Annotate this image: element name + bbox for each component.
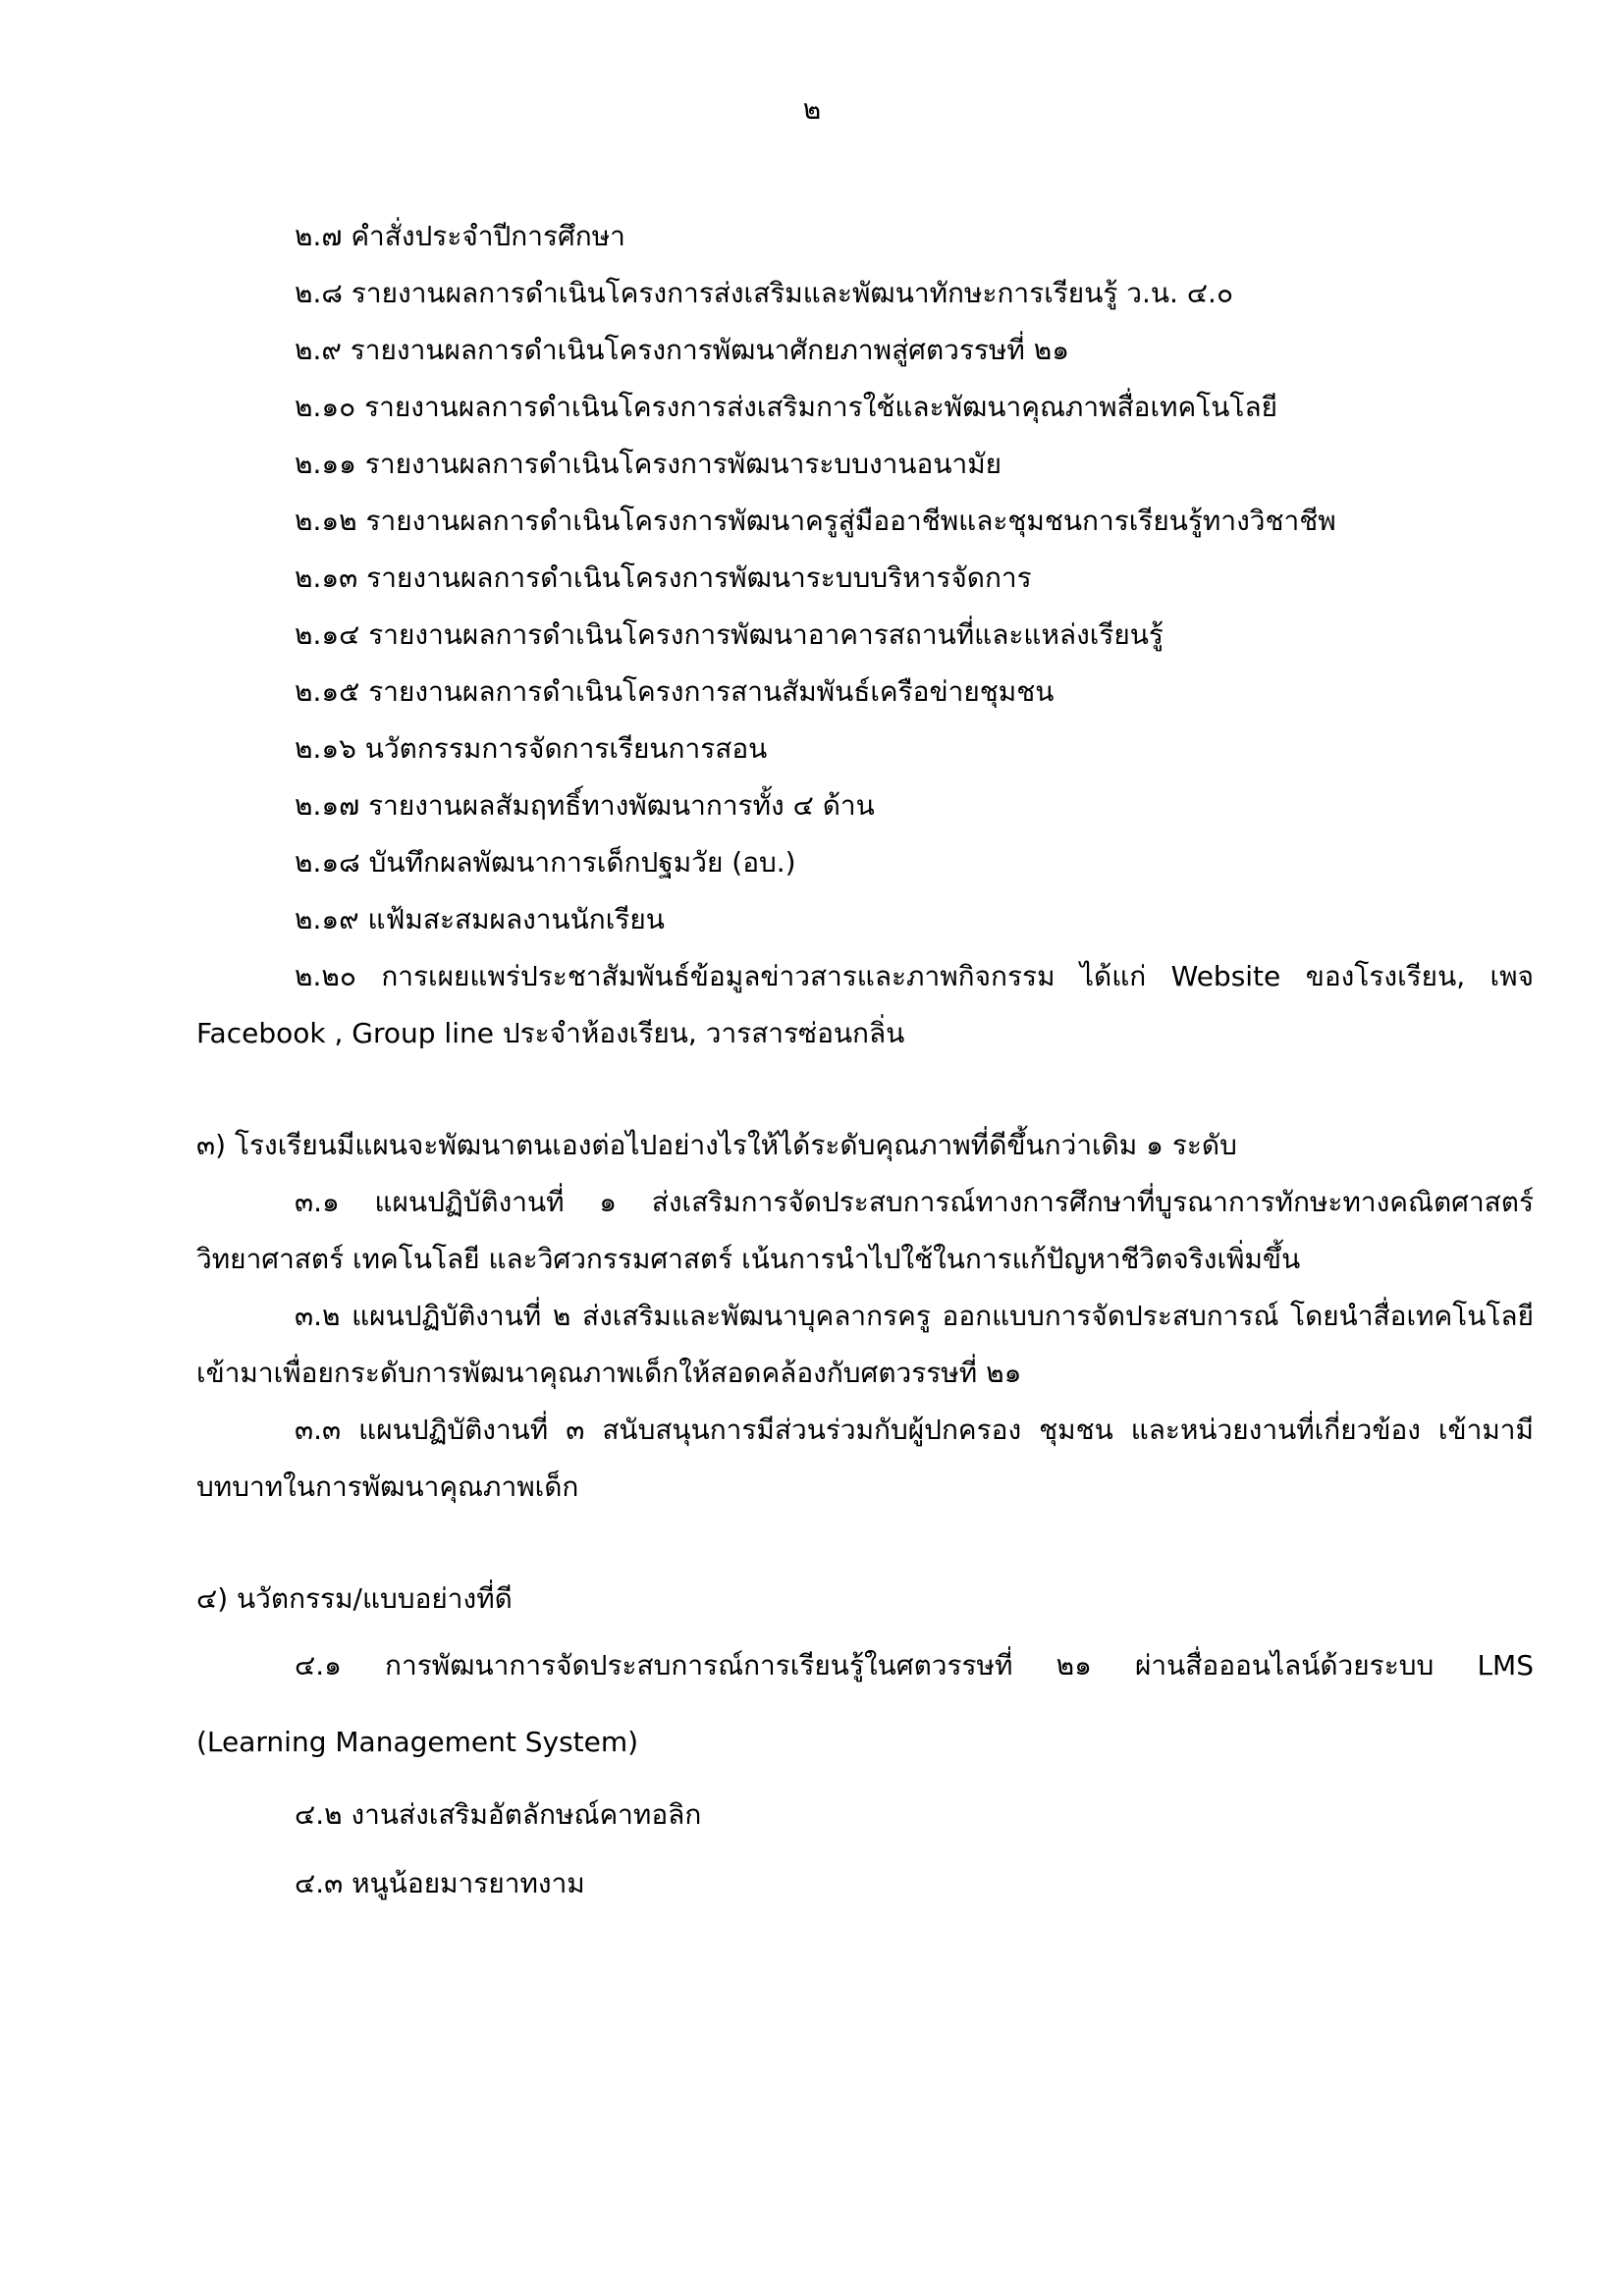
list-item: ๒.๘ รายงานผลการดำเนินโครงการส่งเสริมและพัฒนาทักษะการเรียนรู้ ว.น. ๔.๐	[295, 277, 1234, 309]
list-item: ๔.๒ งานส่งเสริมอัตลักษณ์คาทอลิก	[295, 1798, 702, 1831]
list-item: ๒.๑๒ รายงานผลการดำเนินโครงการพัฒนาครูสู่มืออาชีพและชุมชนการเรียนรู้ทางวิชาชีพ	[295, 505, 1336, 537]
list-item: ๒.๑๐ รายงานผลการดำเนินโครงการส่งเสริมการใช้และพัฒนาคุณภาพสื่อเทคโนโลยี	[295, 391, 1278, 423]
list-item-paragraph: ๒.๒๐ การเผยแพร่ประชาสัมพันธ์ข้อมูลข่าวสารและภาพกิจกรรม ได้แก่ Website ของโรงเรียน, เพจ Facebook , Group line ประจำห้องเรียน, วารสารซ่อนกลิ่น	[196, 960, 1534, 1049]
list-item: ๒.๑๓ รายงานผลการดำเนินโครงการพัฒนาระบบบริหารจัดการ	[295, 561, 1032, 594]
section-heading: ๔) นวัตกรรม/แบบอย่างที่ดี	[196, 1582, 513, 1615]
section-4	[196, 1571, 1534, 1918]
section-heading: ๓) โรงเรียนมีแผนจะพัฒนาตนเองต่อไปอย่างไรให้ได้ระดับคุณภาพที่ดีขึ้นกว่าเดิม ๑ ระดับ	[196, 1129, 1237, 1161]
plan-paragraph: ๓.๒ แผนปฏิบัติงานที่ ๒ ส่งเสริมและพัฒนาบุคลากรครู ออกแบบการจัดประสบการณ์ โดยนำสื่อเทคโนโลยีเข้ามาเพื่อยกระดับการพัฒนาคุณภาพเด็กให้สอดคล้องกับศตวรรษที่ ๒๑	[196, 1300, 1534, 1389]
plan-paragraph: ๓.๓ แผนปฏิบัติงานที่ ๓ สนับสนุนการมีส่วนร่วมกับผู้ปกครอง ชุมชน และหน่วยงานที่เกี่ยวข้อง เข้ามามีบทบาทในการพัฒนาคุณภาพเด็ก	[196, 1414, 1534, 1503]
list-item: ๒.๑๘ บันทึกผลพัฒนาการเด็กปฐมวัย (อบ.)	[295, 846, 796, 879]
innovation-paragraph: ๔.๑ การพัฒนาการจัดประสบการณ์การเรียนรู้ในศตวรรษที่ ๒๑ ผ่านสื่อออนไลน์ด้วยระบบ LMS (Learning Management System)	[196, 1649, 1534, 1758]
plan-paragraph: ๓.๑ แผนปฏิบัติงานที่ ๑ ส่งเสริมการจัดประสบการณ์ทางการศึกษาที่บูรณาการทักษะทางคณิตศาสตร์ วิทยาศาสตร์ เทคโนโลยี และวิศวกรรมศาสตร์ เน้นการนำไปใช้ในการแก้ปัญหาชีวิตจริงเพิ่มขึ้น	[196, 1186, 1534, 1275]
section-2-list	[196, 208, 1534, 1062]
list-item: ๒.๑๙ แฟ้มสะสมผลงานนักเรียน	[295, 903, 665, 935]
section-3	[196, 1117, 1534, 1516]
list-item: ๒.๗ คำสั่งประจำปีการศึกษา	[295, 220, 625, 252]
list-item: ๒.๑๖ นวัตกรรมการจัดการเรียนการสอน	[295, 732, 768, 765]
page-number: ๒	[802, 93, 822, 126]
list-item: ๒.๑๕ รายงานผลการดำเนินโครงการสานสัมพันธ์เครือข่ายชุมชน	[295, 675, 1055, 708]
list-item: ๒.๑๑ รายงานผลการดำเนินโครงการพัฒนาระบบงานอนามัย	[295, 448, 1002, 480]
list-item: ๒.๑๔ รายงานผลการดำเนินโครงการพัฒนาอาคารสถานที่และแหล่งเรียนรู้	[295, 618, 1164, 651]
list-item: ๔.๓ หนูน้อยมารยาทงาม	[295, 1867, 585, 1899]
list-item: ๒.๑๗ รายงานผลสัมฤทธิ์ทางพัฒนาการทั้ง ๔ ด้าน	[295, 789, 875, 822]
list-item: ๒.๙ รายงานผลการดำเนินโครงการพัฒนาศักยภาพสู่ศตวรรษที่ ๒๑	[295, 334, 1069, 366]
document-body	[196, 208, 1534, 1918]
